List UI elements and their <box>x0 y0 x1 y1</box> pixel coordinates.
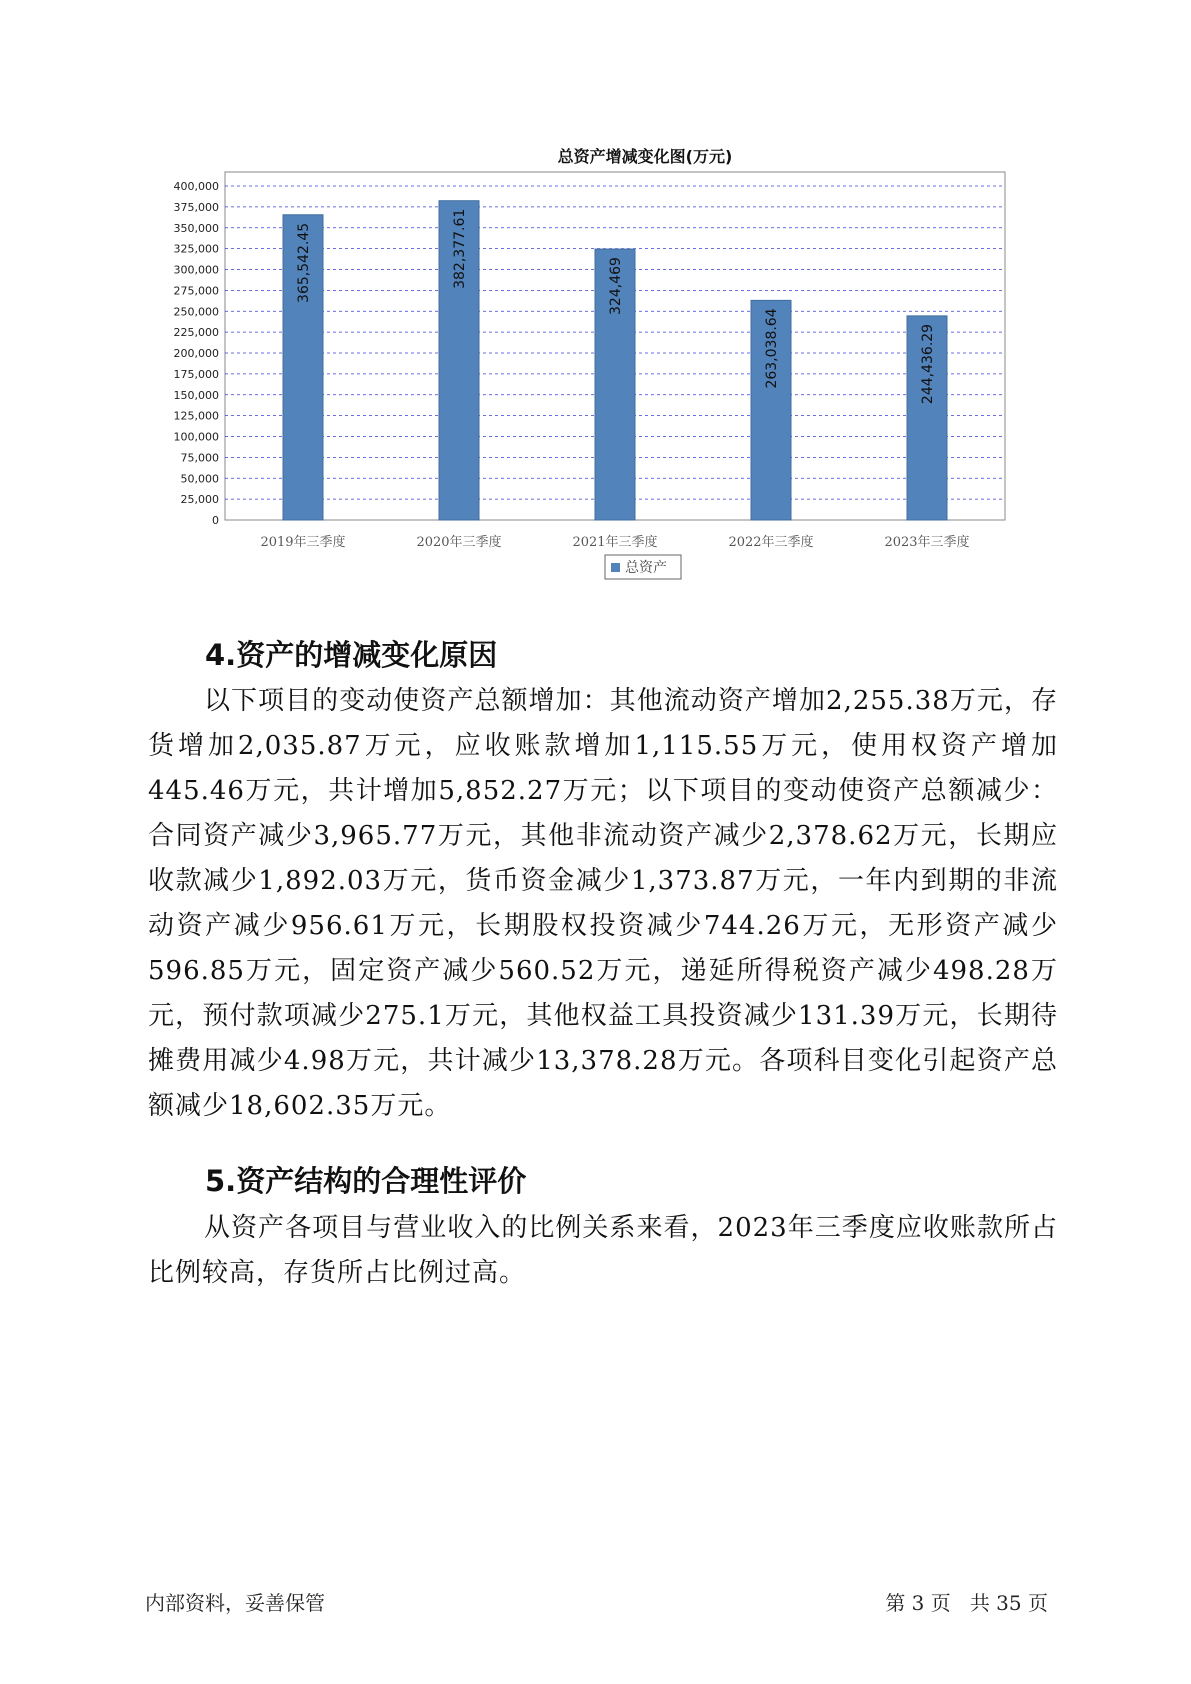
total-assets-chart <box>150 140 1050 590</box>
legend-label: 总资产 <box>625 560 667 576</box>
x-tick-label: 2023年三季度 <box>884 535 970 550</box>
section-5-paragraph: 从资产各项目与营业收入的比例关系来看，2023年三季度应收账款所占比例较高，存货所占比例过高。 <box>148 1213 1058 1288</box>
y-tick-label: 300,000 <box>173 263 219 277</box>
footer-confidential-note: 内部资料，妥善保管 <box>145 1591 325 1615</box>
y-tick-label: 25,000 <box>180 493 219 507</box>
footer-page-number: 第 3 页 共 35 页 <box>885 1591 1048 1615</box>
x-tick-label: 2019年三季度 <box>260 535 346 550</box>
bar-value-label: 382,377.61 <box>452 208 468 289</box>
y-tick-label: 325,000 <box>173 242 219 256</box>
y-tick-label: 150,000 <box>173 388 219 402</box>
chart-svg <box>150 140 1050 590</box>
y-tick-label: 200,000 <box>173 347 219 360</box>
y-tick-label: 0 <box>212 514 219 527</box>
x-tick-label: 2022年三季度 <box>728 535 814 550</box>
y-tick-label: 225,000 <box>173 326 219 340</box>
legend-swatch <box>611 563 620 572</box>
y-tick-label: 50,000 <box>180 472 219 486</box>
y-tick-label: 175,000 <box>173 367 219 381</box>
y-tick-label: 75,000 <box>180 451 219 465</box>
y-tick-label: 100,000 <box>173 430 219 444</box>
section-4-heading: 4.资产的增减变化原因 <box>205 638 498 672</box>
bar-value-label: 244,436.29 <box>920 323 936 405</box>
bar-value-label: 365,542.45 <box>296 222 312 303</box>
section-4-paragraph: 以下项目的变动使资产总额增加：其他流动资产增加2,255.38万元，存货增加2,035.87万元，应收账款增加1,115.55万元，使用权资产增加445.46万元，共计增加5,852.27万元；以下项目的变动使资产总额减少：合同资产减少3,965.77万元，其他非流动资产减少2,378.62万元，长期应收款减少1,892.03万元，货币资金减少1,373.87万元，一年内到期的非流动资产减少956.61万元，长期股权投资减少744.26万元，无形资产减少596.85万元，固定资产减少560.52万元，递延所得税资产减少498.28万元，预付款项减少275.1万元，其他权益工具投资减少131.39万元，长期待摊费用减少4.98万元，共计减少13,378.28万元。各项科目变化引起资产总额减少18,602.35万元。 <box>148 686 1058 1121</box>
x-tick-label: 2021年三季度 <box>572 535 658 550</box>
y-tick-label: 125,000 <box>173 409 219 423</box>
bar-value-label: 263,038.64 <box>764 308 780 389</box>
y-tick-label: 250,000 <box>173 305 219 319</box>
chart-title: 总资产增减变化图(万元) <box>557 147 733 166</box>
y-tick-label: 275,000 <box>173 284 219 298</box>
bar-value-label: 324,469 <box>608 257 624 315</box>
y-tick-label: 400,000 <box>173 180 219 193</box>
section-5-heading: 5.资产结构的合理性评价 <box>205 1164 527 1198</box>
x-tick-label: 2020年三季度 <box>416 535 502 550</box>
y-tick-label: 375,000 <box>173 200 219 214</box>
y-tick-label: 350,000 <box>173 221 219 235</box>
